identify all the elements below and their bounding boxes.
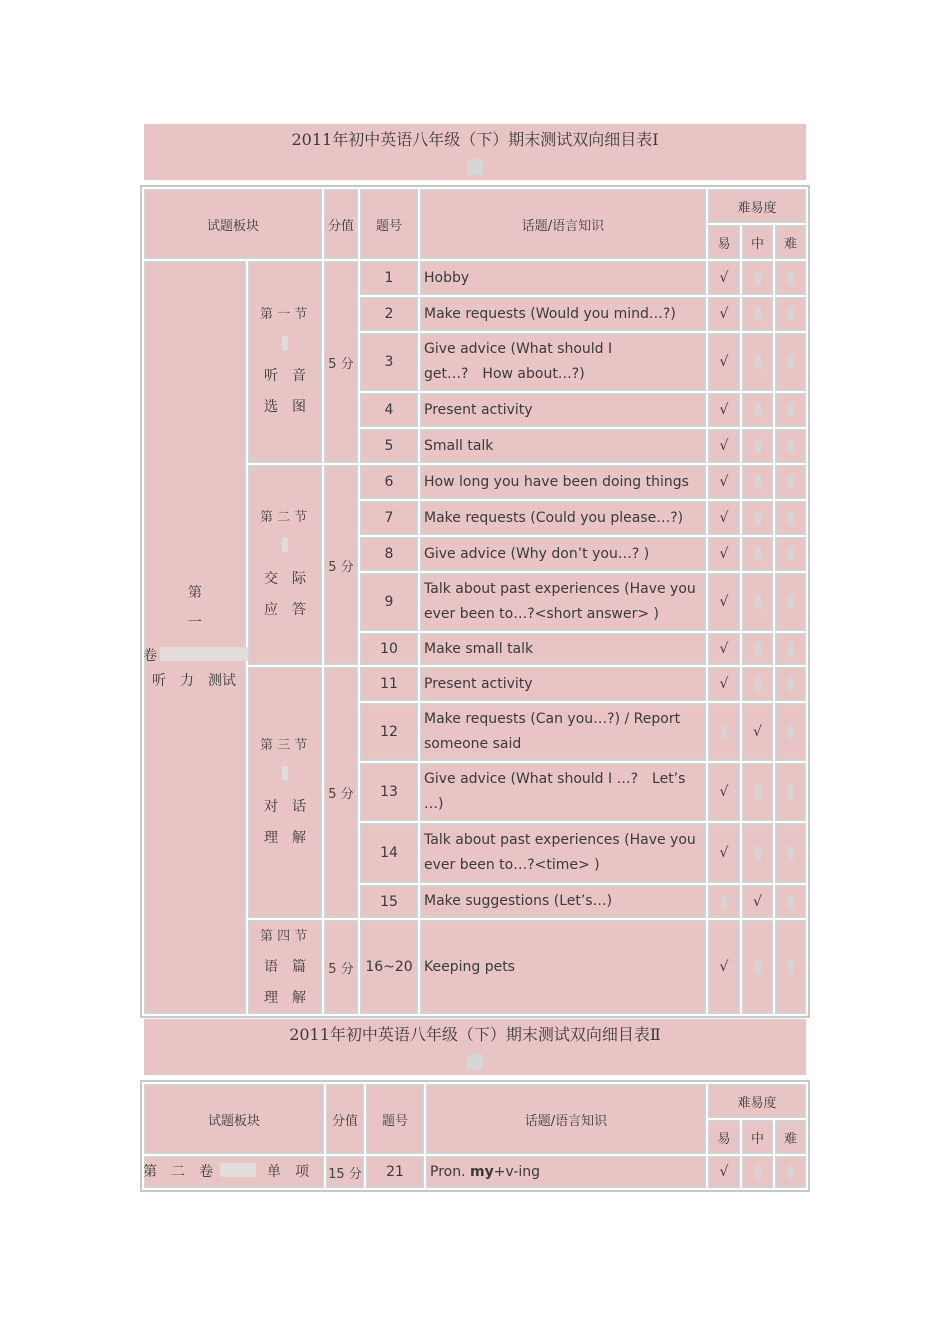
question-no: 12 (360, 703, 418, 761)
empty-mark (788, 1165, 794, 1179)
volume-label-1: 第 (188, 585, 202, 601)
difficulty-easy: √ (708, 667, 740, 701)
t2-topic (426, 1156, 706, 1188)
question-topic: Make requests (Would you mind…?) (420, 297, 706, 331)
section-4-label-a: 语 篇 (264, 959, 306, 975)
question-topic: Present activity (420, 667, 706, 701)
section-2-marker (282, 538, 288, 552)
difficulty-hard (775, 920, 806, 1014)
empty-mark (755, 595, 761, 609)
empty-mark (755, 642, 761, 656)
difficulty-hard (775, 703, 806, 761)
difficulty-hard (775, 429, 806, 463)
volume-label-2: 一 (188, 615, 202, 631)
table1-title: 2011年初中英语八年级（下）期末测试双向细目表Ⅰ (291, 130, 659, 149)
empty-mark (721, 725, 727, 739)
empty-mark (755, 846, 761, 860)
section-3-score: 5 分 (324, 667, 358, 918)
empty-mark (788, 960, 794, 974)
empty-mark (755, 475, 761, 489)
difficulty-easy: √ (708, 920, 740, 1014)
question-no: 9 (360, 573, 418, 631)
difficulty-medium: √ (742, 703, 773, 761)
difficulty-hard (775, 763, 806, 821)
question-topic: Make suggestions (Let’s…) (420, 885, 706, 918)
difficulty-hard (775, 667, 806, 701)
difficulty-medium (742, 573, 773, 631)
section-3-marker (282, 766, 288, 780)
question-topic: Make requests (Can you…?) / Report someone said (420, 703, 706, 761)
difficulty-medium (742, 920, 773, 1014)
empty-mark (755, 547, 761, 561)
t2-header-medium: 中 (742, 1120, 773, 1154)
header-score: 分值 (324, 189, 358, 259)
difficulty-medium (742, 333, 773, 391)
question-topic: Give advice (What should I …? Let’s …) (420, 763, 706, 821)
empty-mark (755, 960, 761, 974)
difficulty-hard (775, 333, 806, 391)
difficulty-medium (742, 261, 773, 295)
table2-title: 2011年初中英语八年级（下）期末测试双向细目表Ⅱ (289, 1025, 661, 1044)
header-hard: 难 (775, 225, 806, 259)
t2-header-hard: 难 (775, 1120, 806, 1154)
empty-mark (788, 403, 794, 417)
placeholder-square-2 (467, 1054, 483, 1070)
empty-mark (755, 785, 761, 799)
difficulty-easy (708, 885, 740, 918)
difficulty-easy: √ (708, 261, 740, 295)
t2-question-no: 21 (366, 1156, 424, 1188)
section-1-cell (248, 261, 322, 463)
volume-label-bar (160, 647, 257, 661)
difficulty-medium (742, 633, 773, 665)
section-2-score: 5 分 (324, 465, 358, 665)
question-no: 6 (360, 465, 418, 499)
empty-mark (788, 595, 794, 609)
difficulty-medium (742, 501, 773, 535)
empty-mark (788, 725, 794, 739)
difficulty-easy: √ (708, 465, 740, 499)
question-topic: Give advice (Why don’t you…? ) (420, 537, 706, 571)
section-4-score: 5 分 (324, 920, 358, 1014)
t2-topic-prefix: Pron. (430, 1163, 470, 1180)
placeholder-square (467, 159, 483, 175)
question-topic: Talk about past experiences (Have you ever been to…?<short answer> ) (420, 573, 706, 631)
empty-mark (788, 642, 794, 656)
t2-section-label: 单 项 (267, 1164, 309, 1180)
header-topic: 话题/语言知识 (420, 189, 706, 259)
question-topic: Present activity (420, 393, 706, 427)
difficulty-hard (775, 573, 806, 631)
question-topic: Give advice (What should I get…? How about…?) (420, 333, 706, 391)
header-question-no: 题号 (360, 189, 418, 259)
empty-mark (755, 307, 761, 321)
difficulty-medium (742, 763, 773, 821)
section-2-top: 第 二 节 (260, 510, 308, 525)
difficulty-hard (775, 261, 806, 295)
difficulty-hard (775, 633, 806, 665)
question-no: 10 (360, 633, 418, 665)
empty-mark (721, 895, 727, 909)
t2-medium (742, 1156, 773, 1188)
t2-score: 15 分 (326, 1156, 364, 1188)
volume-label-3: 卷 (143, 648, 157, 664)
question-topic: Talk about past experiences (Have you ever been to…?<time> ) (420, 823, 706, 883)
empty-mark (755, 355, 761, 369)
difficulty-hard (775, 823, 806, 883)
t2-hard (775, 1156, 806, 1188)
question-no: 13 (360, 763, 418, 821)
question-topic: Make small talk (420, 633, 706, 665)
difficulty-medium (742, 297, 773, 331)
difficulty-hard (775, 393, 806, 427)
empty-mark (788, 475, 794, 489)
section-3-cell (248, 667, 322, 918)
question-topic: Keeping pets (420, 920, 706, 1014)
question-no: 14 (360, 823, 418, 883)
question-topic: Hobby (420, 261, 706, 295)
empty-mark (755, 1165, 761, 1179)
empty-mark (788, 439, 794, 453)
section-1-score: 5 分 (324, 261, 358, 463)
t2-topic-suffix: +v-ing (493, 1163, 541, 1180)
t2-volume-label: 第 二 卷 (143, 1164, 213, 1180)
empty-mark (788, 895, 794, 909)
empty-mark (755, 677, 761, 691)
t2-topic-bold: my (469, 1163, 494, 1180)
question-no: 1 (360, 261, 418, 295)
difficulty-medium (742, 667, 773, 701)
question-no: 2 (360, 297, 418, 331)
header-difficulty: 难易度 (708, 189, 806, 223)
difficulty-easy (708, 703, 740, 761)
difficulty-easy: √ (708, 823, 740, 883)
t2-header-easy: 易 (708, 1120, 740, 1154)
t2-header-topic: 话题/语言知识 (426, 1084, 706, 1154)
empty-mark (755, 271, 761, 285)
question-no: 4 (360, 393, 418, 427)
difficulty-easy: √ (708, 573, 740, 631)
empty-mark (755, 439, 761, 453)
section-1-top: 第 一 节 (260, 307, 308, 322)
empty-mark (788, 785, 794, 799)
difficulty-easy: √ (708, 429, 740, 463)
t2-easy: √ (708, 1156, 740, 1188)
difficulty-hard (775, 501, 806, 535)
section-2-label-a: 交 际 (264, 571, 306, 587)
t2-header-difficulty: 难易度 (708, 1084, 806, 1118)
empty-mark (788, 511, 794, 525)
difficulty-hard (775, 885, 806, 918)
empty-mark (788, 307, 794, 321)
difficulty-medium (742, 823, 773, 883)
difficulty-easy: √ (708, 763, 740, 821)
difficulty-medium: √ (742, 885, 773, 918)
empty-mark (788, 677, 794, 691)
section-1-marker (282, 336, 288, 350)
volume-cell (144, 261, 246, 1014)
question-no: 8 (360, 537, 418, 571)
t2-header-module: 试题板块 (144, 1084, 324, 1154)
question-no: 11 (360, 667, 418, 701)
section-3-label-a: 对 话 (264, 799, 306, 815)
empty-mark (755, 511, 761, 525)
empty-mark (788, 846, 794, 860)
section-3-top: 第 三 节 (260, 738, 308, 753)
difficulty-hard (775, 465, 806, 499)
t2-header-question-no: 题号 (366, 1084, 424, 1154)
empty-mark (755, 403, 761, 417)
empty-mark (788, 355, 794, 369)
difficulty-medium (742, 429, 773, 463)
t2-header-score: 分值 (326, 1084, 364, 1154)
section-1-label-a: 听 音 (264, 368, 306, 384)
question-no: 3 (360, 333, 418, 391)
question-topic: Small talk (420, 429, 706, 463)
difficulty-hard (775, 537, 806, 571)
difficulty-medium (742, 393, 773, 427)
volume-label-4: 听 力 测试 (152, 673, 236, 689)
section-1-label-b: 选 图 (264, 399, 306, 415)
difficulty-easy: √ (708, 501, 740, 535)
question-no: 16~20 (360, 920, 418, 1014)
difficulty-easy: √ (708, 633, 740, 665)
difficulty-medium (742, 465, 773, 499)
difficulty-medium (742, 537, 773, 571)
difficulty-easy: √ (708, 333, 740, 391)
header-easy: 易 (708, 225, 740, 259)
difficulty-easy: √ (708, 297, 740, 331)
question-no: 5 (360, 429, 418, 463)
question-topic: Make requests (Could you please…?) (420, 501, 706, 535)
t2-volume-bar (220, 1163, 256, 1177)
section-3-label-b: 理 解 (264, 830, 306, 846)
empty-mark (788, 547, 794, 561)
header-medium: 中 (742, 225, 773, 259)
question-no: 15 (360, 885, 418, 918)
difficulty-easy: √ (708, 393, 740, 427)
section-4-top: 第 四 节 (260, 929, 308, 944)
difficulty-easy: √ (708, 537, 740, 571)
question-no: 7 (360, 501, 418, 535)
section-2-cell (248, 465, 322, 665)
header-module: 试题板块 (144, 189, 322, 259)
difficulty-hard (775, 297, 806, 331)
question-topic: How long you have been doing things (420, 465, 706, 499)
section-4-label-b: 理 解 (264, 990, 306, 1006)
section-2-label-b: 应 答 (264, 602, 306, 618)
empty-mark (788, 271, 794, 285)
